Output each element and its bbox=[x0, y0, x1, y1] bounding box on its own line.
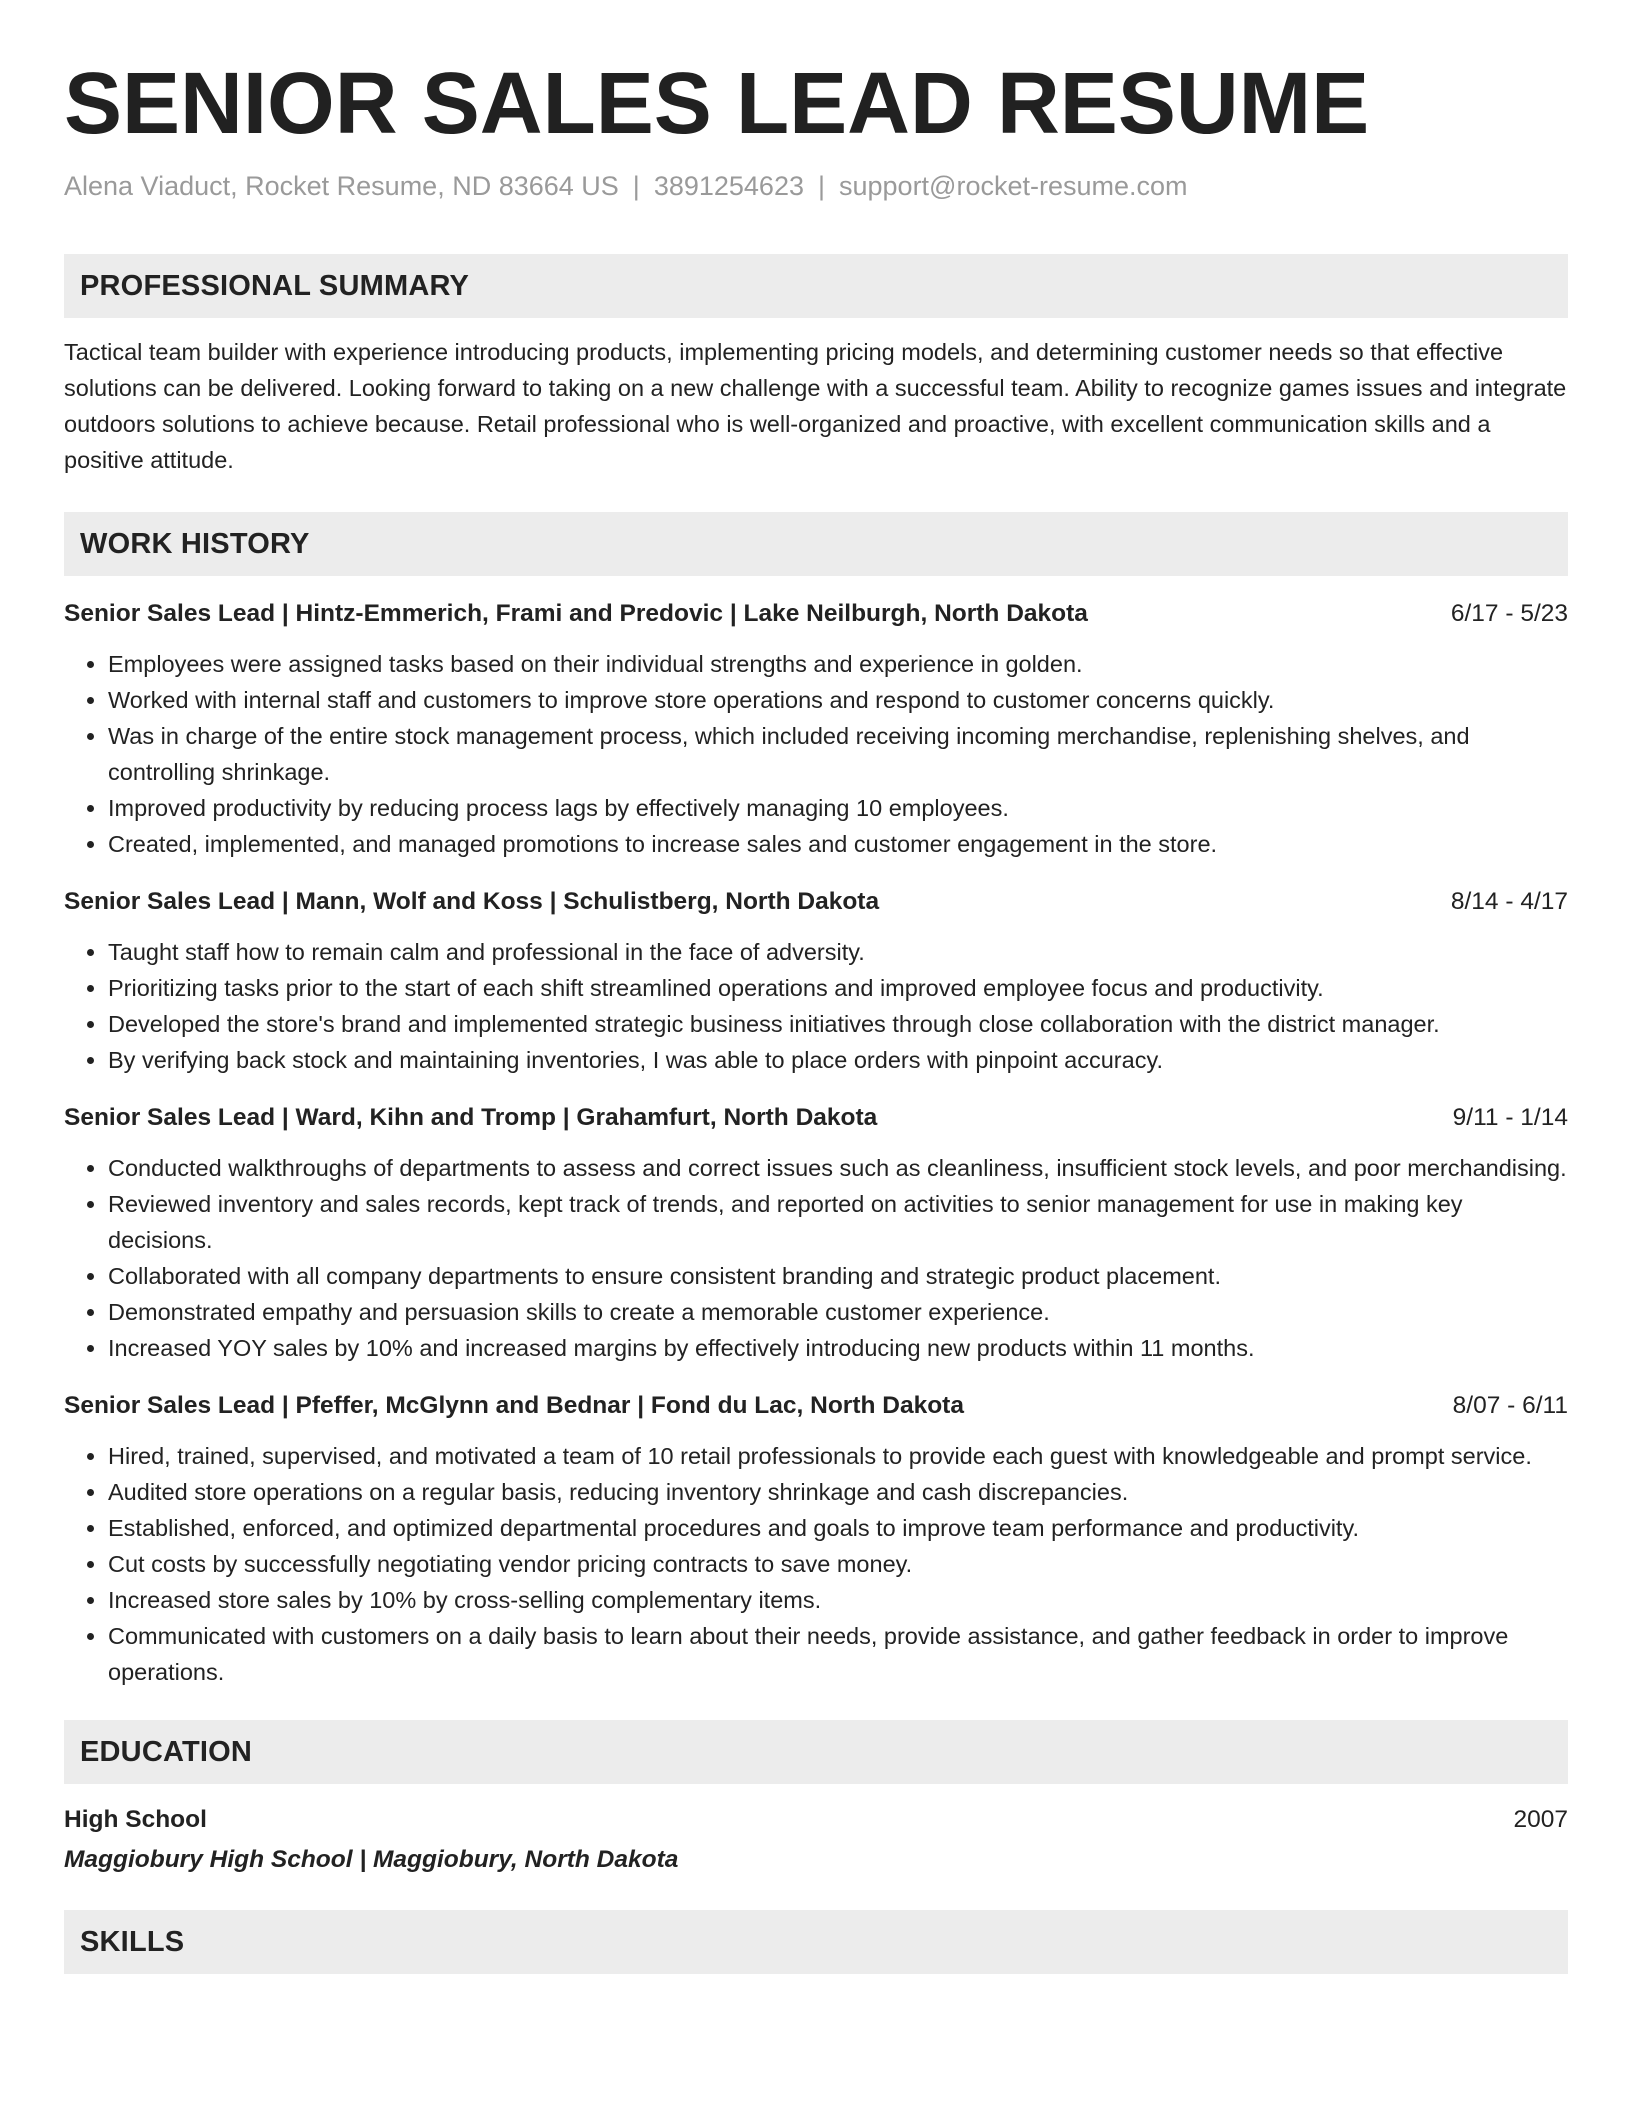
education-school: Maggiobury High School | Maggiobury, North Dakota bbox=[64, 1846, 679, 1873]
job-bullet: • Communicated with customers on a daily basis to learn about their needs, provide assistance, and gather feedback in order to improve operations. bbox=[108, 1618, 1568, 1690]
summary-text: Tactical team builder with experience introducing products, implementing pricing models, and determining customer needs so that effective solutions can be delivered. Looking forward to taking on a new challenge with a successful team. Ability to recognize games issues and integrate outdoors solutions to achieve because. Retail professional who is well-organized and proactive, with excellent communication skills and a positive attitude. bbox=[64, 339, 1567, 473]
job-header bbox=[64, 1100, 1568, 1136]
job-bullet: • Audited store operations on a regular basis, reducing inventory shrinkage and cash discrepancies. bbox=[108, 1474, 1568, 1510]
job-bullet: • Worked with internal staff and customers to improve store operations and respond to customer concerns quickly. bbox=[108, 682, 1568, 718]
section-header-skills bbox=[64, 1910, 1568, 1974]
job-entry bbox=[64, 1100, 1568, 1366]
job-bullets bbox=[64, 934, 1568, 1078]
job-bullet: • Created, implemented, and managed promotions to increase sales and customer engagement in the store. bbox=[108, 826, 1568, 862]
job-bullet: • By verifying back stock and maintaining inventories, I was able to place orders with pinpoint accuracy. bbox=[108, 1042, 1568, 1078]
education-year: 2007 bbox=[1513, 1806, 1568, 1833]
education-degree: High School bbox=[64, 1806, 207, 1833]
section-heading: SKILLS bbox=[80, 1925, 185, 1958]
section-heading: EDUCATION bbox=[80, 1735, 253, 1768]
job-header bbox=[64, 884, 1568, 920]
job-dates: 6/17 - 5/23 bbox=[1450, 600, 1568, 627]
contact-line bbox=[64, 168, 1568, 204]
job-dates: 9/11 - 1/14 bbox=[1452, 1104, 1568, 1131]
job-bullet: • Collaborated with all company departments to ensure consistent branding and strategic product placement. bbox=[108, 1258, 1568, 1294]
job-bullet: • Hired, trained, supervised, and motivated a team of 10 retail professionals to provide each guest with knowledgeable and prompt service. bbox=[108, 1438, 1568, 1474]
contact-email: support@rocket-resume.com bbox=[839, 171, 1188, 201]
section-header-work-history bbox=[64, 512, 1568, 576]
job-header bbox=[64, 1388, 1568, 1424]
job-bullets bbox=[64, 1438, 1568, 1690]
job-title: Senior Sales Lead | Hintz-Emmerich, Frami and Predovic | Lake Neilburgh, North Dakota bbox=[64, 600, 1088, 627]
job-bullet: • Increased YOY sales by 10% and increased margins by effectively introducing new products within 11 months. bbox=[108, 1330, 1568, 1366]
job-bullets bbox=[64, 646, 1568, 862]
job-bullet: • Cut costs by successfully negotiating vendor pricing contracts to save money. bbox=[108, 1546, 1568, 1582]
job-bullet: • Established, enforced, and optimized departmental procedures and goals to improve team performance and productivity. bbox=[108, 1510, 1568, 1546]
section-header-summary bbox=[64, 254, 1568, 318]
job-bullet: • Employees were assigned tasks based on their individual strengths and experience in golden. bbox=[108, 646, 1568, 682]
job-title: Senior Sales Lead | Pfeffer, McGlynn and Bednar | Fond du Lac, North Dakota bbox=[64, 1392, 964, 1419]
job-title: Senior Sales Lead | Ward, Kihn and Tromp | Grahamfurt, North Dakota bbox=[64, 1104, 878, 1131]
section-header-education bbox=[64, 1720, 1568, 1784]
job-bullet: • Demonstrated empathy and persuasion skills to create a memorable customer experience. bbox=[108, 1294, 1568, 1330]
contact-separator: | bbox=[817, 171, 825, 201]
job-bullet: • Improved productivity by reducing process lags by effectively managing 10 employees. bbox=[108, 790, 1568, 826]
job-bullet: • Taught staff how to remain calm and professional in the face of adversity. bbox=[108, 934, 1568, 970]
job-dates: 8/14 - 4/17 bbox=[1450, 888, 1568, 915]
job-bullets bbox=[64, 1150, 1568, 1366]
job-bullet: • Conducted walkthroughs of departments to assess and correct issues such as cleanliness, insufficient stock levels, and poor merchandising. bbox=[108, 1150, 1568, 1186]
work-history-list bbox=[64, 596, 1568, 1690]
job-dates: 8/07 - 6/11 bbox=[1452, 1392, 1568, 1419]
section-heading: PROFESSIONAL SUMMARY bbox=[80, 269, 470, 302]
resume-title: SENIOR SALES LEAD RESUME bbox=[64, 55, 1370, 152]
contact-phone: 3891254623 bbox=[653, 171, 804, 201]
job-bullet: • Reviewed inventory and sales records, kept track of trends, and reported on activities to senior management for use in making key decisions. bbox=[108, 1186, 1568, 1258]
education-entry bbox=[64, 1802, 1568, 1878]
job-bullet: • Developed the store's brand and implemented strategic business initiatives through close collaboration with the district manager. bbox=[108, 1006, 1568, 1042]
job-entry bbox=[64, 884, 1568, 1078]
education-header bbox=[64, 1802, 1568, 1838]
job-title: Senior Sales Lead | Mann, Wolf and Koss | Schulistberg, North Dakota bbox=[64, 888, 880, 915]
job-bullet: • Was in charge of the entire stock management process, which included receiving incoming merchandise, replenishing shelves, and controlling shrinkage. bbox=[108, 718, 1568, 790]
job-header bbox=[64, 596, 1568, 632]
contact-address: Alena Viaduct, Rocket Resume, ND 83664 US bbox=[64, 171, 619, 201]
contact-separator: | bbox=[632, 171, 640, 201]
job-entry bbox=[64, 596, 1568, 862]
job-bullet: • Increased store sales by 10% by cross-selling complementary items. bbox=[108, 1582, 1568, 1618]
section-heading: WORK HISTORY bbox=[80, 527, 310, 560]
job-bullet: • Prioritizing tasks prior to the start of each shift streamlined operations and improved employee focus and productivity. bbox=[108, 970, 1568, 1006]
job-entry bbox=[64, 1388, 1568, 1690]
